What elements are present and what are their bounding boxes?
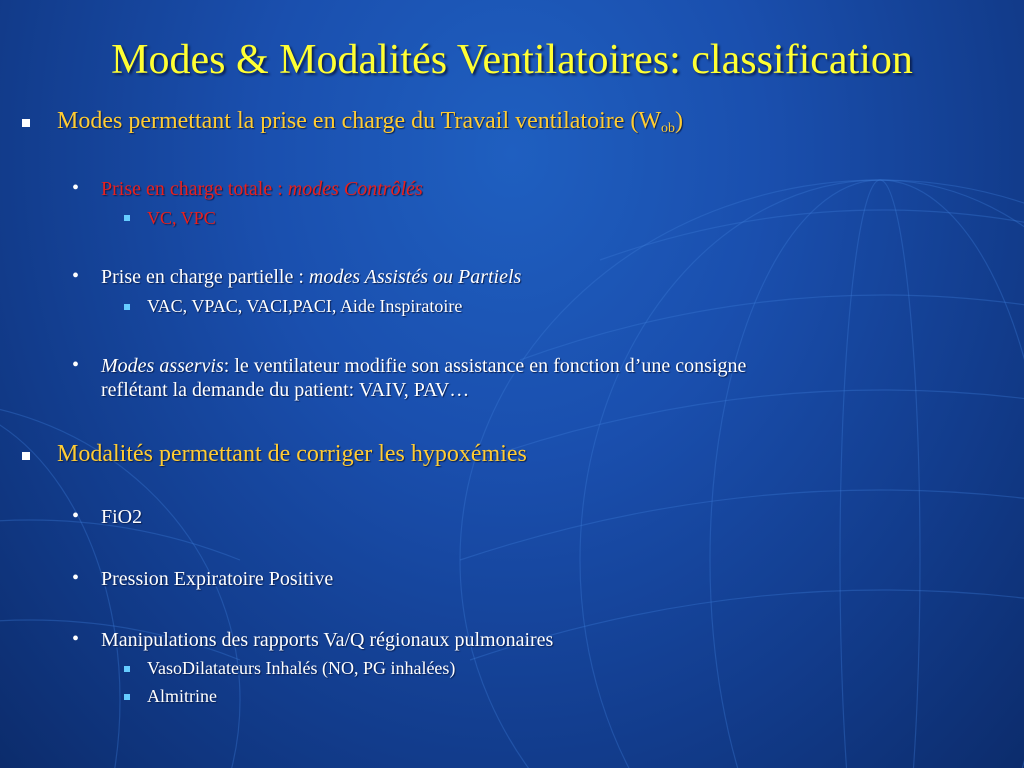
slide-title: Modes & Modalités Ventilatoires: classification [111, 37, 913, 83]
item-almitrine: Almitrine [147, 686, 217, 706]
item-prise-en-charge-totale [101, 178, 423, 201]
section-hypoxemia: Modalités permettant de corriger les hypoxémies [57, 441, 527, 467]
item-asservis-italic: Modes asservis [101, 355, 224, 377]
square-bullet-icon [22, 452, 30, 460]
square-bullet-icon [124, 694, 130, 700]
item-fio2: FiO2 [101, 506, 143, 528]
item-vac-vpac: VAC, VPAC, VACI,PACI, Aide Inspiratoire [147, 296, 463, 316]
square-bullet-icon [124, 666, 130, 672]
dot-bullet-icon: • [72, 177, 80, 199]
section-ventilatory-work-close: ) [675, 108, 684, 134]
item-modes-asservis-line2: reflétant la demande du patient: VAIV, PAV… [101, 379, 470, 401]
dot-bullet-icon: • [72, 265, 80, 287]
square-bullet-icon [124, 215, 130, 221]
item-vc-vpc: VC, VPC [147, 208, 216, 228]
item-totale-label: Prise en charge totale : [101, 178, 288, 200]
item-manipulations: Manipulations des rapports Va/Q régionaux pulmonaires [101, 629, 554, 651]
item-modes-asservis [101, 355, 746, 378]
item-totale-italic: modes Contrôlés [287, 178, 423, 200]
item-vasodilatateurs: VasoDilatateurs Inhalés (NO, PG inhalées) [147, 658, 456, 678]
item-partielle-label: Prise en charge partielle : [101, 266, 309, 288]
square-bullet-icon [124, 304, 130, 310]
dot-bullet-icon: • [72, 628, 80, 650]
item-partielle-italic: modes Assistés ou Partiels [308, 266, 522, 288]
item-asservis-line1: : le ventilateur modifie son assistance en fonction d’une consigne [223, 355, 747, 377]
item-prise-en-charge-partielle [101, 266, 521, 289]
dot-bullet-icon: • [72, 354, 80, 376]
section-ventilatory-work-subscript: ob [661, 121, 676, 136]
item-pep: Pression Expiratoire Positive [101, 568, 334, 590]
square-bullet-icon [22, 119, 30, 127]
dot-bullet-icon: • [72, 505, 80, 527]
dot-bullet-icon: • [72, 567, 80, 589]
section-ventilatory-work [57, 108, 683, 137]
section-ventilatory-work-text: Modes permettant la prise en charge du Travail ventilatoire (W [57, 108, 662, 134]
